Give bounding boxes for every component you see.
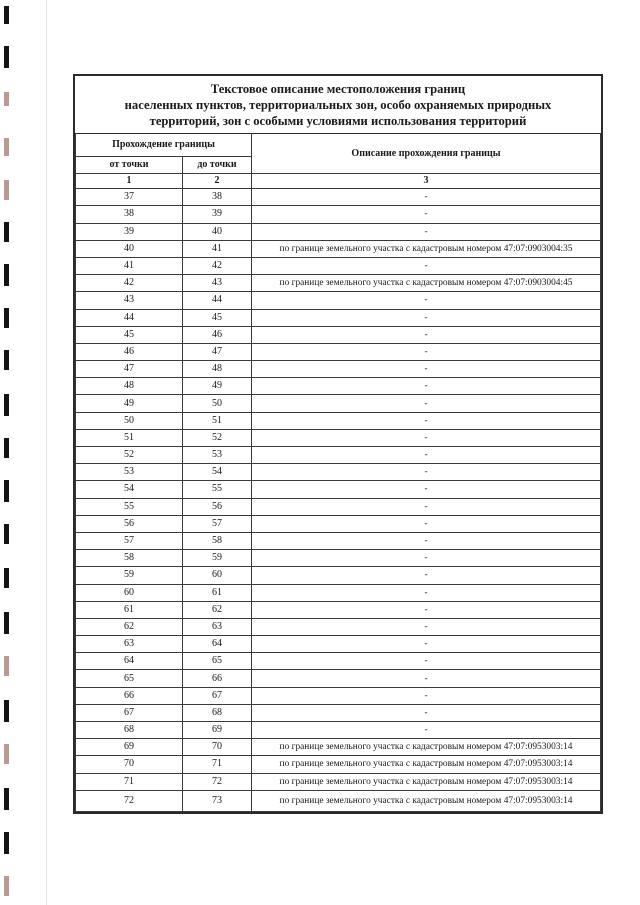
from-point-cell: 45 [76,326,183,343]
from-point-cell: 64 [76,653,183,670]
to-point-cell: 64 [183,636,252,653]
header-from-point: от точки [76,157,183,174]
table-row [76,223,601,240]
table-body [76,189,601,812]
to-point-cell: 45 [183,309,252,326]
boundary-table [75,133,601,812]
table-row [76,343,601,360]
description-cell: - [252,464,601,481]
header-to-point: до точки [183,157,252,174]
table-row [76,326,601,343]
to-point-cell: 46 [183,326,252,343]
description-cell: - [252,412,601,429]
to-point-cell: 42 [183,257,252,274]
description-cell: - [252,343,601,360]
to-point-cell: 47 [183,343,252,360]
from-point-cell: 43 [76,292,183,309]
to-point-cell: 52 [183,429,252,446]
description-cell: по границе земельного участка с кадастровым номером 47:07:0903004:45 [252,275,601,292]
table-row [76,550,601,567]
from-point-cell: 69 [76,739,183,756]
table-row [76,567,601,584]
from-point-cell: 50 [76,412,183,429]
table-row [76,739,601,756]
table-row [76,653,601,670]
table-row [76,618,601,635]
table-row [76,773,601,790]
table-row [76,636,601,653]
from-point-cell: 55 [76,498,183,515]
table-row [76,257,601,274]
from-point-cell: 62 [76,618,183,635]
to-point-cell: 63 [183,618,252,635]
description-cell: - [252,687,601,704]
table-row [76,515,601,532]
table-row [76,532,601,549]
to-point-cell: 62 [183,601,252,618]
table-row [76,292,601,309]
title-line-1: Текстовое описание местоположения границ [210,82,466,96]
column-number-2: 2 [183,174,252,189]
description-cell: - [252,481,601,498]
to-point-cell: 69 [183,722,252,739]
description-cell: - [252,292,601,309]
description-cell: - [252,498,601,515]
description-cell: по границе земельного участка с кадастровым номером 47:07:0953003:14 [252,773,601,790]
from-point-cell: 71 [76,773,183,790]
document-title [75,76,601,133]
to-point-cell: 41 [183,240,252,257]
description-cell: - [252,567,601,584]
description-cell: по границе земельного участка с кадастровым номером 47:07:0953003:14 [252,756,601,773]
table-row [76,687,601,704]
column-number-3: 3 [252,174,601,189]
description-cell: - [252,653,601,670]
from-point-cell: 60 [76,584,183,601]
from-point-cell: 52 [76,447,183,464]
from-point-cell: 49 [76,395,183,412]
title-line-2: населенных пунктов, территориальных зон, особо охраняемых природных [124,98,552,112]
description-cell: - [252,704,601,721]
from-point-cell: 37 [76,189,183,206]
to-point-cell: 61 [183,584,252,601]
to-point-cell: 73 [183,790,252,811]
table-row [76,240,601,257]
description-cell: - [252,395,601,412]
to-point-cell: 60 [183,567,252,584]
description-cell: - [252,326,601,343]
to-point-cell: 54 [183,464,252,481]
from-point-cell: 65 [76,670,183,687]
from-point-cell: 56 [76,515,183,532]
description-cell: по границе земельного участка с кадастровым номером 47:07:0953003:14 [252,790,601,811]
to-point-cell: 56 [183,498,252,515]
from-point-cell: 58 [76,550,183,567]
table-header [76,134,601,189]
description-cell: - [252,378,601,395]
from-point-cell: 70 [76,756,183,773]
description-cell: - [252,206,601,223]
table-row [76,378,601,395]
to-point-cell: 58 [183,532,252,549]
description-cell: - [252,447,601,464]
from-point-cell: 40 [76,240,183,257]
table-row [76,584,601,601]
table-row [76,670,601,687]
table-row [76,189,601,206]
description-cell: - [252,429,601,446]
to-point-cell: 55 [183,481,252,498]
from-point-cell: 39 [76,223,183,240]
from-point-cell: 66 [76,687,183,704]
to-point-cell: 59 [183,550,252,567]
table-row [76,429,601,446]
table-row [76,275,601,292]
description-cell: - [252,189,601,206]
table-row [76,756,601,773]
description-cell: - [252,670,601,687]
to-point-cell: 43 [183,275,252,292]
description-cell: - [252,618,601,635]
from-point-cell: 48 [76,378,183,395]
table-row [76,361,601,378]
header-description: Описание прохождения границы [252,134,601,174]
to-point-cell: 51 [183,412,252,429]
description-cell: - [252,722,601,739]
table-row [76,601,601,618]
table-row [76,309,601,326]
from-point-cell: 54 [76,481,183,498]
to-point-cell: 44 [183,292,252,309]
to-point-cell: 40 [183,223,252,240]
column-number-1: 1 [76,174,183,189]
boundary-description-document [73,74,603,814]
description-cell: - [252,223,601,240]
description-cell: - [252,584,601,601]
from-point-cell: 57 [76,532,183,549]
table-row [76,704,601,721]
description-cell: по границе земельного участка с кадастровым номером 47:07:0903004:35 [252,240,601,257]
table-row [76,412,601,429]
description-cell: - [252,532,601,549]
from-point-cell: 67 [76,704,183,721]
from-point-cell: 46 [76,343,183,360]
to-point-cell: 68 [183,704,252,721]
from-point-cell: 44 [76,309,183,326]
table-row [76,498,601,515]
from-point-cell: 72 [76,790,183,811]
table-row [76,447,601,464]
table-row [76,206,601,223]
to-point-cell: 48 [183,361,252,378]
description-cell: - [252,309,601,326]
description-cell: по границе земельного участка с кадастровым номером 47:07:0953003:14 [252,739,601,756]
to-point-cell: 66 [183,670,252,687]
to-point-cell: 67 [183,687,252,704]
from-point-cell: 63 [76,636,183,653]
table-row [76,464,601,481]
description-cell: - [252,361,601,378]
to-point-cell: 49 [183,378,252,395]
to-point-cell: 57 [183,515,252,532]
table-row [76,395,601,412]
from-point-cell: 51 [76,429,183,446]
description-cell: - [252,601,601,618]
from-point-cell: 61 [76,601,183,618]
to-point-cell: 70 [183,739,252,756]
to-point-cell: 53 [183,447,252,464]
from-point-cell: 68 [76,722,183,739]
to-point-cell: 38 [183,189,252,206]
to-point-cell: 72 [183,773,252,790]
from-point-cell: 53 [76,464,183,481]
to-point-cell: 71 [183,756,252,773]
description-cell: - [252,257,601,274]
from-point-cell: 59 [76,567,183,584]
to-point-cell: 65 [183,653,252,670]
description-cell: - [252,550,601,567]
from-point-cell: 38 [76,206,183,223]
page-edge-line [46,0,47,905]
table-row [76,722,601,739]
to-point-cell: 39 [183,206,252,223]
table-row [76,481,601,498]
from-point-cell: 41 [76,257,183,274]
description-cell: - [252,636,601,653]
header-boundary-passage: Прохождение границы [76,134,252,157]
from-point-cell: 47 [76,361,183,378]
title-line-3: территорий, зон с особыми условиями использования территорий [149,114,527,128]
from-point-cell: 42 [76,275,183,292]
description-cell: - [252,515,601,532]
table-row [76,790,601,811]
to-point-cell: 50 [183,395,252,412]
